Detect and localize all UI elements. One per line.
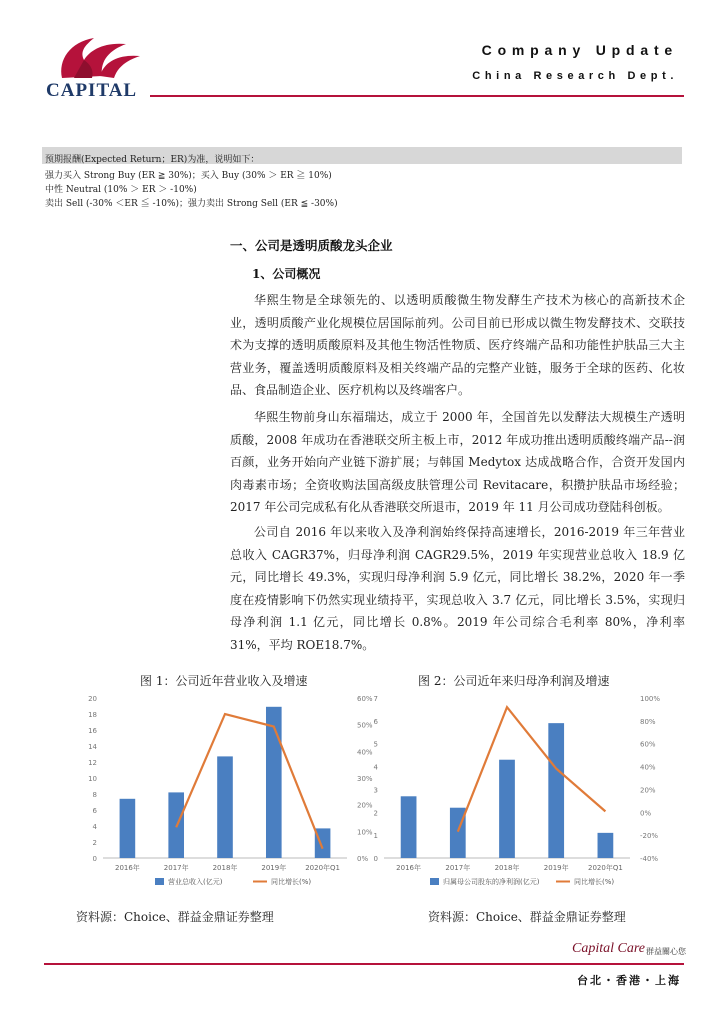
chart-1 — [75, 690, 395, 900]
y-tick-right: 20% — [640, 786, 656, 795]
y-tick-left: 6 — [92, 807, 97, 815]
y-tick-right: -20% — [640, 832, 659, 841]
y-tick-right: 0% — [640, 809, 652, 818]
y-tick-left: 3 — [373, 786, 378, 795]
y-tick-right: 80% — [640, 717, 656, 726]
x-tick-label: 2017年 — [163, 864, 189, 872]
y-tick-left: 6 — [373, 717, 378, 726]
rating-line: 中性 Neutral (10% ＞ ER ＞ -10%) — [45, 185, 197, 195]
rating-line: 卖出 Sell (-30% ＜ER ≦ -10%)；强力卖出 Strong Sell (ER ≦ -30%) — [45, 199, 338, 209]
y-tick-left: 1 — [373, 832, 378, 841]
x-tick-label: 2019年 — [261, 864, 287, 872]
doc-subtitle: China Research Dept. — [472, 70, 678, 82]
rating-line: 强力买入 Strong Buy (ER ≧ 30%)；买入 Buy (30% ＞ ER ≧ 10%) — [45, 171, 332, 181]
brand-logo-text: CAPITAL — [46, 80, 138, 101]
y-tick-left: 18 — [88, 711, 97, 719]
y-tick-right: 30% — [357, 775, 373, 783]
y-tick-left: 10 — [88, 775, 97, 783]
y-tick-left: 12 — [88, 759, 97, 767]
growth-line — [176, 714, 322, 849]
section-subheading: 1、公司概况 — [252, 267, 321, 281]
x-tick-label: 2019年 — [543, 864, 569, 872]
bar — [499, 760, 515, 858]
x-tick-label: 2020年Q1 — [588, 864, 623, 872]
y-tick-left: 16 — [88, 727, 97, 735]
y-tick-right: 60% — [357, 695, 373, 703]
footer-cities: 台北・香港・上海 — [577, 974, 681, 987]
y-tick-right: 60% — [640, 740, 656, 749]
legend-label: 同比增长(%) — [574, 878, 615, 886]
x-tick-label: 2017年 — [445, 864, 471, 872]
x-tick-label: 2016年 — [114, 864, 140, 872]
chart-1-source: 资料源：Choice、群益金鼎证券整理 — [76, 910, 274, 924]
x-tick-label: 2018年 — [212, 864, 238, 872]
paragraph: 华熙生物是全球领先的、以透明质酸微生物发酵生产技术为核心的高新技术企业，透明质酸产业化规模位居国际前列。公司目前已形成以微生物发酵技术、交联技术为支撑的透明质酸原料及其他生物活性物质、医疗终端产品和功能性护肤品三大主营业务，覆盖透明质酸原料及相关终端产品的完整产业链，服务于全球的医药、化妆品、食品制造企业、医疗机构以及终端客户。 — [230, 293, 685, 397]
footer-brand-cn: 群益關心您 — [646, 947, 686, 956]
y-tick-left: 8 — [92, 791, 97, 799]
ratings-intro-bar — [42, 147, 682, 164]
ratings-intro: 预期报酬(Expected Return；ER)为准，说明如下： — [45, 155, 260, 165]
y-tick-left: 4 — [373, 763, 378, 772]
footer-divider — [44, 963, 684, 965]
y-tick-left: 20 — [88, 695, 97, 703]
paragraph: 华熙生物前身山东福瑞达，成立于 2000 年，全国首先以发酵法大规模生产透明质酸，2008 年成功在香港联交所主板上市，2012 年成功推出透明质酸终端产品--润百颜，业务开始向产业链下游扩展；与韩国 Medytox 达成战略合作，合资开发国内肉毒素市场；全资收购法国高级皮肤管理公司 Revitacare，积攒护肤品市场经验；2017 年公司完成私有化从香港联交所退市，2019 年 11 月公司成功登陆科创板。 — [230, 410, 685, 514]
bar — [401, 796, 417, 858]
x-tick-label: 2020年Q1 — [305, 864, 340, 872]
chart-1-title: 图 1：公司近年营业收入及增速 — [140, 674, 308, 688]
bar — [120, 799, 136, 858]
y-tick-left: 2 — [373, 809, 378, 818]
y-tick-right: 40% — [640, 763, 656, 772]
legend-swatch-bar — [155, 878, 164, 885]
y-tick-left: 0 — [92, 855, 97, 863]
y-tick-right: -40% — [640, 855, 659, 863]
chart-2-title: 图 2：公司近年来归母净利润及增速 — [418, 674, 610, 688]
y-tick-right: 100% — [640, 695, 661, 703]
y-tick-right: 20% — [357, 801, 373, 810]
header-divider — [150, 95, 684, 97]
footer-brand: Capital Care — [572, 941, 645, 956]
y-tick-left: 5 — [373, 740, 378, 749]
x-tick-label: 2016年 — [396, 864, 422, 872]
chart-2-source: 资料源：Choice、群益金鼎证券整理 — [428, 910, 626, 924]
bar — [217, 756, 233, 858]
legend-swatch-bar — [430, 878, 439, 885]
y-tick-left: 4 — [92, 823, 97, 831]
chart-2 — [358, 690, 688, 900]
legend-label: 归属母公司股东的净利润(亿元) — [443, 878, 540, 886]
y-tick-right: 40% — [357, 748, 373, 757]
section-heading: 一、公司是透明质酸龙头企业 — [230, 238, 393, 253]
y-tick-right: 50% — [357, 721, 373, 730]
y-tick-right: 0% — [357, 855, 369, 863]
y-tick-left: 7 — [373, 695, 378, 703]
y-tick-left: 14 — [88, 743, 97, 751]
y-tick-right: 10% — [357, 828, 373, 837]
legend-label: 同比增长(%) — [271, 878, 312, 886]
growth-line — [458, 707, 606, 832]
bar — [548, 723, 564, 858]
paragraph: 公司自 2016 年以来收入及净利润始终保持高速增长，2016-2019 年三年营业总收入 CAGR37%，归母净利润 CAGR29.5%，2019 年实现营业总收入 18.9 亿元，同比增长 49.3%，实现归母净利润 5.9 亿元，同比增长 38.2%，2020 年一季度在疫情影响下仍然实现业绩持平，实现总收入 3.7 亿元，同比增长 3.5%，实现归母净利润 1.1 亿元，同比增长 0.8%。2019 年公司综合毛利率 80%，净利率 31%，平均 ROE18.7%。 — [230, 525, 685, 652]
x-tick-label: 2018年 — [494, 864, 520, 872]
doc-title: Company Update — [481, 42, 678, 58]
y-tick-left: 0 — [373, 855, 378, 863]
legend-label: 营业总收入(亿元) — [168, 878, 223, 886]
y-tick-left: 2 — [92, 839, 97, 847]
bar — [598, 833, 614, 858]
